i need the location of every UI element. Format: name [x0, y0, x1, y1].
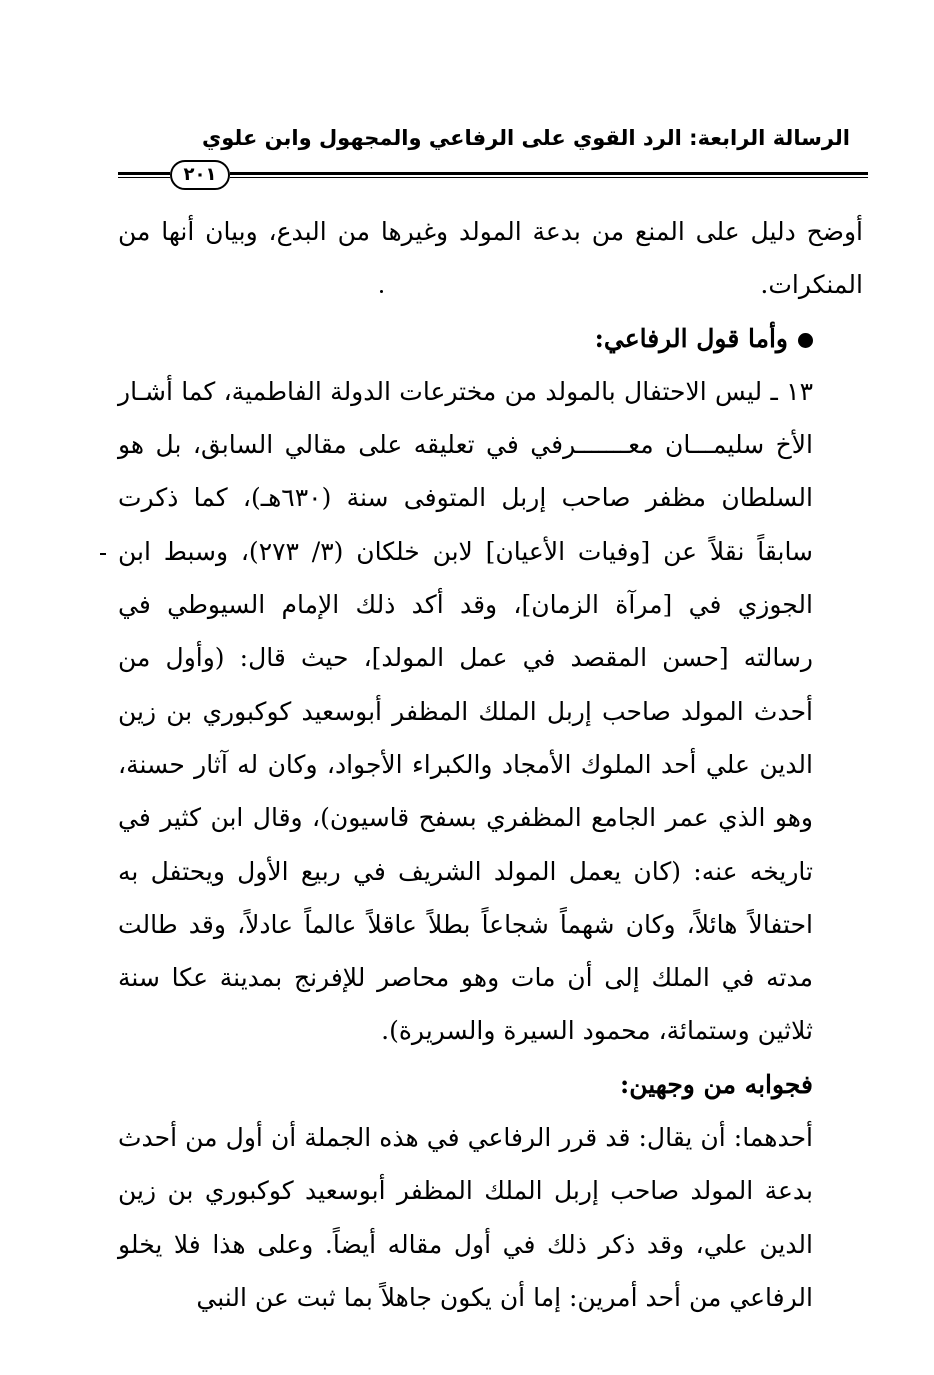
page-number: ٢٠١ [170, 160, 230, 190]
paragraph-2: ١٣ ـ ليس الاحتفال بالمولد من مخترعات الدولة الفاطمية، كما أشـار الأخ سليمـــان معـــــــرفي في تعليقه على مقالي السابق، بل هو السلطان مظفر صاحب إربل المتوفى سنة (٦٣٠هـ)، كما ذكرت سابقاً نقلاً عن [وفيات الأعيان] لابن خلكان (٣/ ٢٧٣)، وسبط ابن الجوزي في [مرآة الزمان]، وقد أكد ذلك الإمام السيوطي في رسالته [حسن المقصد في عمل المولد]، حيث قال: (وأول من أحدث المولد صاحب إربل الملك المظفر أبوسعيد كوكبوري بن زين الدين علي أحد الملوك الأمجاد والكبراء الأجواد، وكان له آثار حسنة، وهو الذي عمر الجامع المظفري بسفح قاسيون)، وقال ابن كثير في تاريخه عنه: (كان يعمل المولد الشريف في ربيع الأول ويحتفل به احتفالاً هائلاً، وكان شهماً شجاعاً بطلاً عاقلاً عالماً عادلاً، وقد طالت مدته في الملك إلى أن مات وهو محاصر للإفرنج بمدينة عكا سنة ثلاثين وستمائة، محمود السيرة والسريرة). [118, 376, 814, 1046]
paragraph-1: أوضح دليل على المنع من بدعة المولد وغيرها من البدع، وبيان أنها من المنكرات. [118, 217, 863, 300]
bullet-icon [798, 333, 813, 348]
running-header: الرسالة الرابعة: الرد القوي على الرفاعي والمجهول وابن علوي [201, 126, 850, 150]
scan-speck [380, 290, 383, 293]
scan-mark [100, 553, 106, 555]
header-rule [118, 160, 868, 190]
page-body [118, 205, 863, 1324]
rule-left-segment [118, 172, 170, 178]
section-heading-2: فجوابه من وجهين: [620, 1069, 813, 1099]
rule-right-segment [230, 172, 868, 178]
heading-1-text: وأما قول الرفاعي: [594, 323, 788, 353]
section-heading-1 [118, 312, 863, 365]
paragraph-3: أحدهما: أن يقال: قد قرر الرفاعي في هذه الجملة أن أول من أحدث بدعة المولد صاحب إربل الملك المظفر أبوسعيد كوكبوري بن زين الدين علي، وقد ذكر ذلك في أول مقاله أيضاً. وعلى هذا فلا يخلو الرفاعي من أحد أمرين: إما أن يكون جاهلاً بما ثبت عن النبي [118, 1123, 813, 1312]
